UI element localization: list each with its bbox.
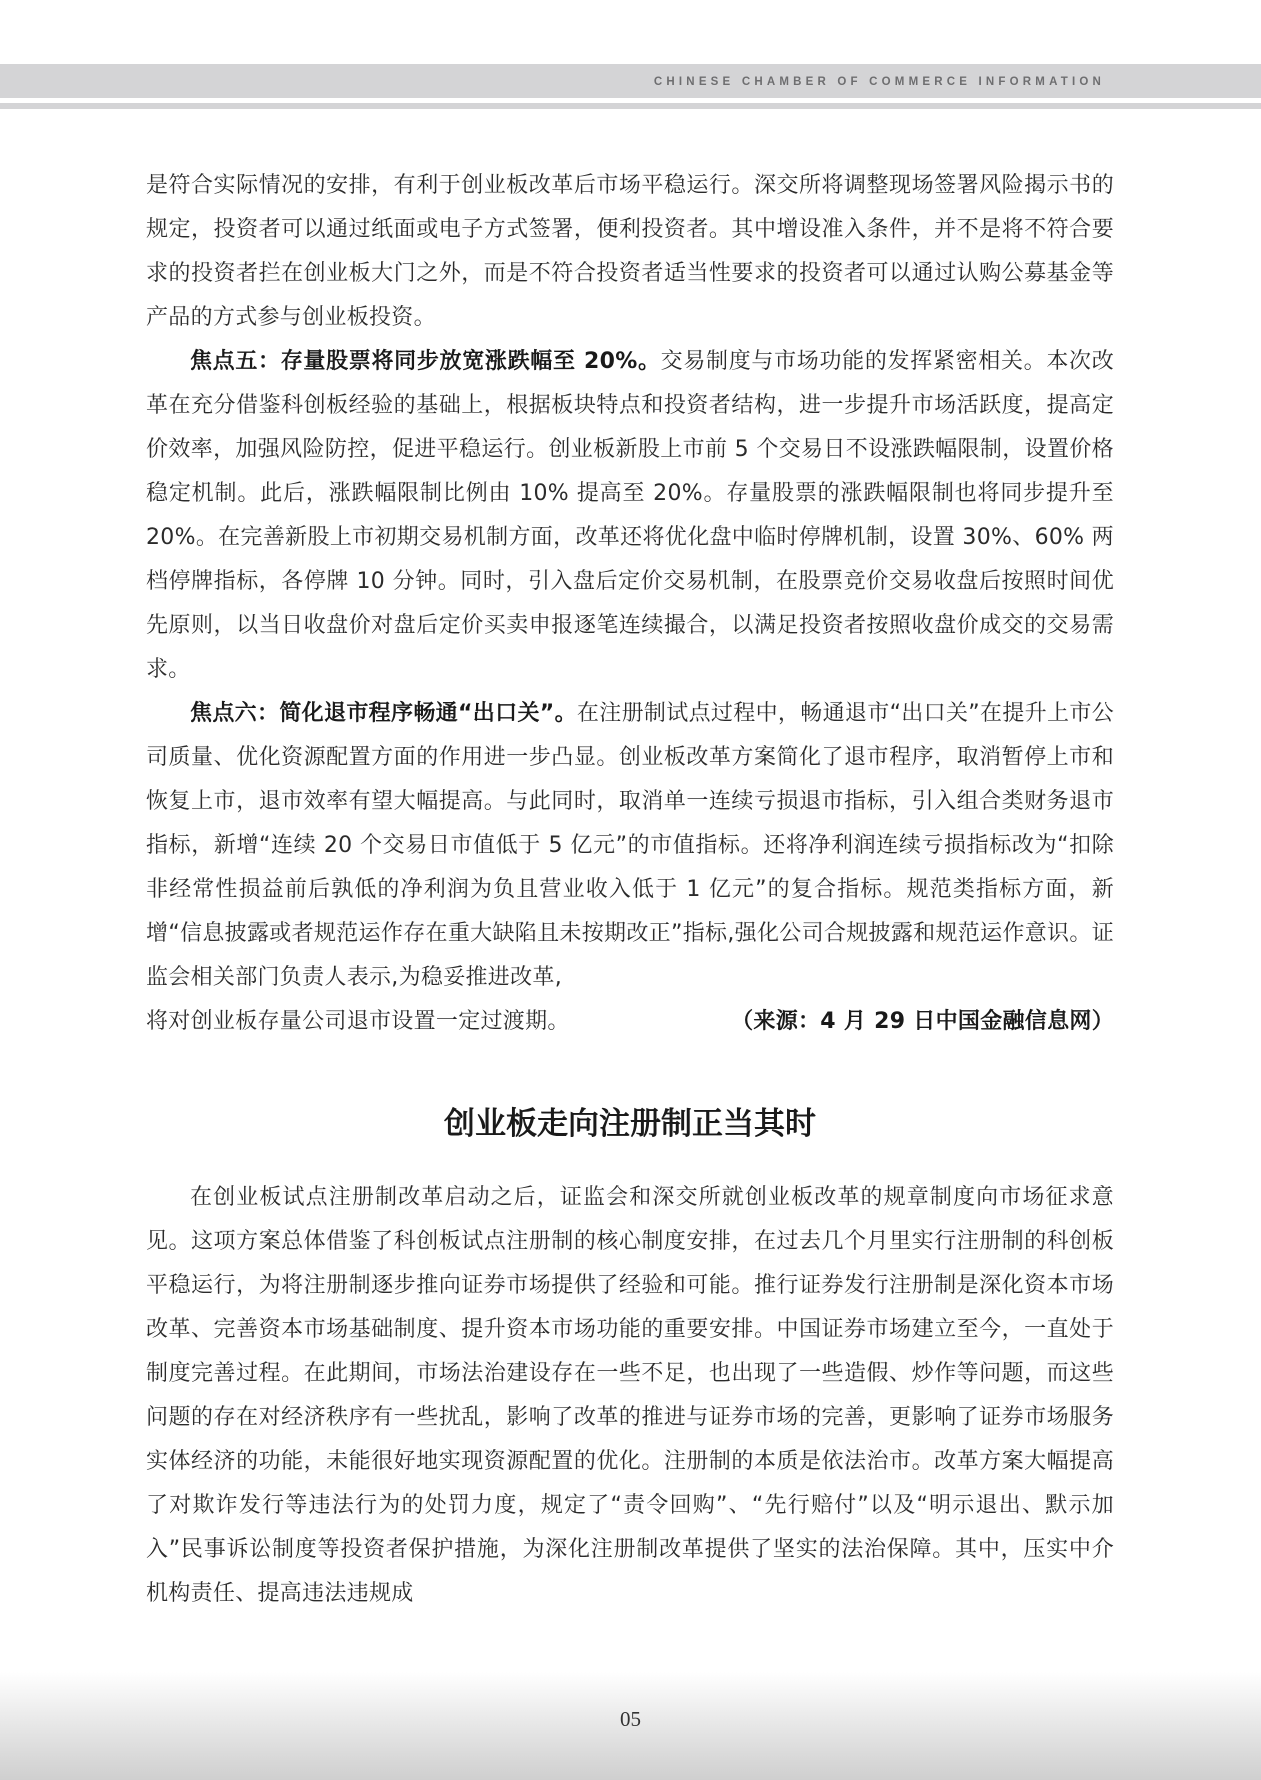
paragraph-1: 是符合实际情况的安排，有利于创业板改革后市场平稳运行。深交所将调整现场签署风险揭示书的规定，投资者可以通过纸面或电子方式签署，便利投资者。其中增设准入条件，并不是将不符合要求的投资者拦在创业板大门之外，而是不符合投资者适当性要求的投资者可以通过认购公募基金等产品的方式参与创业板投资。 (146, 173, 1114, 330)
paragraph-article-body: 在创业板试点注册制改革启动之后，证监会和深交所就创业板改革的规章制度向市场征求意见。这项方案总体借鉴了科创板试点注册制的核心制度安排，在过去几个月里实行注册制的科创板平稳运行，为将注册制逐步推向证券市场提供了经验和可能。推行证券发行注册制是深化资本市场改革、完善资本市场基础制度、提升资本市场功能的重要安排。中国证券市场建立至今，一直处于制度完善过程。在此期间，市场法治建设存在一些不足，也出现了一些造假、炒作等问题，而这些问题的存在对经济秩序有一些扰乱，影响了改革的推进与证券市场的完善，更影响了证券市场服务实体经济的功能，未能很好地实现资源配置的优化。注册制的本质是依法治市。改革方案大幅提高了对欺诈发行等违法行为的处罚力度，规定了“责令回购”、“先行赔付”以及“明示退出、默示加入”民事诉讼制度等投资者保护措施，为深化注册制改革提供了坚实的法治保障。其中，压实中介机构责任、提高违法违规成 (146, 1185, 1114, 1606)
paragraph-focus-five (146, 340, 1114, 692)
paragraph-focus-six-last-line (146, 1000, 1114, 1044)
article-title: 创业板走向注册制正当其时 (444, 1106, 816, 1142)
focus-six-body: 在注册制试点过程中，畅通退市“出口关”在提升上市公司质量、优化资源配置方面的作用进一步凸显。创业板改革方案简化了退市程序，取消暂停上市和恢复上市，退市效率有望大幅提高。与此同时，取消单一连续亏损退市指标，引入组合类财务退市指标，新增“连续 20 个交易日市值低于 5 亿元”的市值指标。还将净利润连续亏损指标改为“扣除非经常性损益前后孰低的净利润为负且营业收入低于 1 亿元”的复合指标。规范类指标方面，新增“信息披露或者规范运作存在重大缺陷且未按期改正”指标,强化公司合规披露和规范运作意识。证监会相关部门负责人表示,为稳妥推进改革, (146, 701, 1115, 990)
focus-six-last-text: 将对创业板存量公司退市设置一定过渡期。 (146, 1009, 570, 1034)
page-number: 05 (620, 1707, 641, 1731)
focus-six-heading: 焦点六：简化退市程序畅通“出口关”。 (190, 701, 577, 726)
header-rule (0, 103, 1261, 109)
paragraph-focus-six (146, 692, 1114, 1000)
source-citation: （来源：4 月 29 日中国金融信息网） (731, 1009, 1114, 1034)
focus-five-body: 交易制度与市场功能的发挥紧密相关。本次改革在充分借鉴科创板经验的基础上，根据板块特点和投资者结构，进一步提升市场活跃度，提高定价效率，加强风险防控，促进平稳运行。创业板新股上市前 5 个交易日不设涨跌幅限制，设置价格稳定机制。此后，涨跌幅限制比例由 10% 提高至 20%。存量股票的涨跌幅限制也将同步提升至 20%。在完善新股上市初期交易机制方面，改革还将优化盘中临时停牌机制，设置 30%、60% 两档停牌指标，各停牌 10 分钟。同时，引入盘后定价交易机制，在股票竞价交易收盘后按照时间优先原则，以当日收盘价对盘后定价买卖申报逐笔连续撮合，以满足投资者按照收盘价成交的交易需求。 (146, 349, 1114, 682)
header-title: CHINESE CHAMBER OF COMMERCE INFORMATION (653, 76, 1105, 88)
focus-five-heading: 焦点五：存量股票将同步放宽涨跌幅至 20%。 (190, 349, 661, 374)
page-content (146, 164, 1114, 1616)
